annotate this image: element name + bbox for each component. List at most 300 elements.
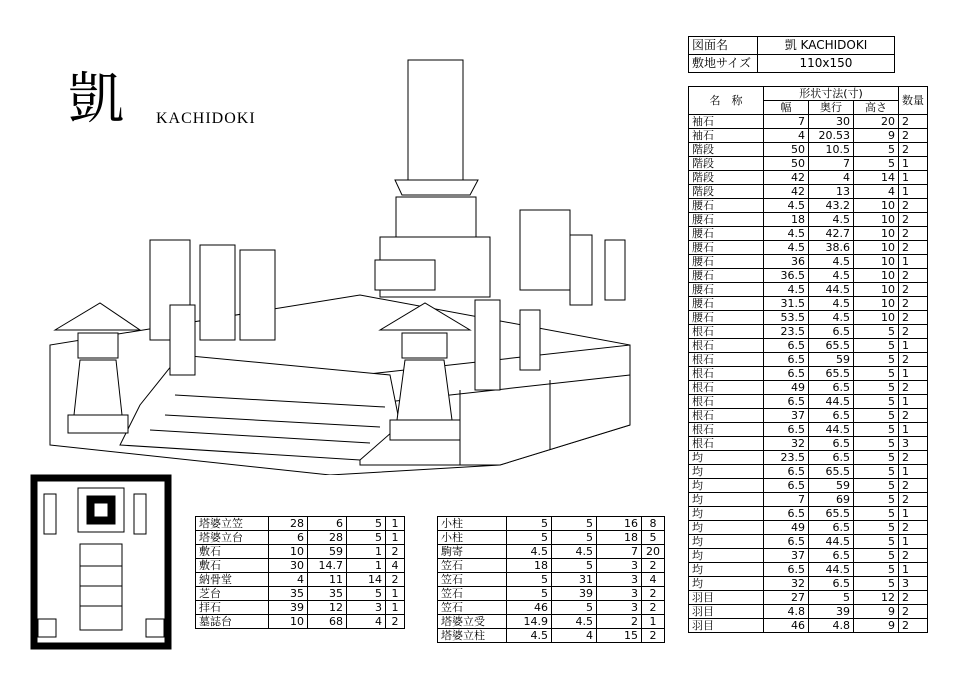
cell-depth: 6.5: [809, 577, 854, 591]
cell-qty: 2: [899, 115, 928, 129]
cell-qty: 2: [899, 549, 928, 563]
cell-depth: 4: [552, 629, 597, 643]
cell-width: 49: [764, 521, 809, 535]
cell-name: 駒寄: [438, 545, 507, 559]
cell-qty: 1: [899, 423, 928, 437]
table-row: [689, 437, 928, 451]
cell-height: 5: [854, 353, 899, 367]
header-width: 幅: [764, 101, 809, 115]
cell-qty: 2: [899, 409, 928, 423]
cell-depth: 6.5: [809, 381, 854, 395]
table-row: [689, 451, 928, 465]
cell-depth: 4.5: [809, 311, 854, 325]
cell-qty: 1: [386, 601, 405, 615]
cell-qty: 2: [642, 587, 665, 601]
table-row: [196, 615, 405, 629]
cell-width: 4.5: [764, 227, 809, 241]
cell-depth: 4.5: [552, 545, 597, 559]
table-row: [689, 185, 928, 199]
cell-depth: 38.6: [809, 241, 854, 255]
cell-depth: 6.5: [809, 409, 854, 423]
cell-depth: 5: [552, 531, 597, 545]
cell-height: 1: [347, 545, 386, 559]
cell-name: 根石: [689, 409, 764, 423]
cell-qty: 1: [386, 531, 405, 545]
grave-isometric-drawing: [30, 45, 650, 475]
table-row: [438, 531, 665, 545]
cell-height: 4: [347, 615, 386, 629]
cell-depth: 31: [552, 573, 597, 587]
header-height: 高さ: [854, 101, 899, 115]
cell-height: 5: [854, 493, 899, 507]
cell-height: 12: [854, 591, 899, 605]
cell-name: 階段: [689, 157, 764, 171]
cell-width: 7: [764, 115, 809, 129]
cell-depth: 68: [308, 615, 347, 629]
cell-height: 5: [854, 325, 899, 339]
cell-name: 階段: [689, 185, 764, 199]
cell-name: 根石: [689, 437, 764, 451]
cell-depth: 6.5: [809, 521, 854, 535]
table-row: [689, 493, 928, 507]
cell-width: 6.5: [764, 339, 809, 353]
table-row: [689, 129, 928, 143]
cell-width: 36: [764, 255, 809, 269]
cell-width: 6.5: [764, 563, 809, 577]
cell-qty: 2: [899, 325, 928, 339]
cell-width: 6.5: [764, 395, 809, 409]
cell-name: 根石: [689, 423, 764, 437]
cell-height: 2: [597, 615, 642, 629]
table-row: [689, 325, 928, 339]
cell-width: 42: [764, 185, 809, 199]
cell-depth: 65.5: [809, 367, 854, 381]
table-row: [438, 559, 665, 573]
cell-qty: 2: [899, 143, 928, 157]
cell-width: 10: [269, 545, 308, 559]
cell-qty: 4: [642, 573, 665, 587]
cell-name: 笠石: [438, 559, 507, 573]
cell-width: 5: [507, 587, 552, 601]
grave-plan-view: [30, 474, 172, 650]
table-row: [196, 517, 405, 531]
cell-height: 20: [854, 115, 899, 129]
cell-name: 均: [689, 535, 764, 549]
dimension-table-a: [195, 516, 405, 629]
cell-qty: 2: [642, 629, 665, 643]
cell-width: 4.5: [764, 283, 809, 297]
table-row: [689, 171, 928, 185]
cell-width: 7: [764, 493, 809, 507]
cell-depth: 4.5: [809, 213, 854, 227]
cell-height: 5: [854, 143, 899, 157]
title-kanji: 凱: [68, 67, 124, 132]
table-row: [196, 559, 405, 573]
cell-width: 23.5: [764, 325, 809, 339]
table-row: [196, 587, 405, 601]
cell-qty: 2: [899, 619, 928, 633]
cell-width: 42: [764, 171, 809, 185]
cell-name: 腰石: [689, 199, 764, 213]
cell-name: 均: [689, 577, 764, 591]
cell-height: 3: [597, 573, 642, 587]
cell-width: 6.5: [764, 535, 809, 549]
cell-height: 10: [854, 213, 899, 227]
cell-qty: 2: [899, 311, 928, 325]
table-row: [689, 143, 928, 157]
cell-qty: 1: [642, 615, 665, 629]
cell-height: 5: [854, 423, 899, 437]
cell-depth: 59: [809, 353, 854, 367]
cell-name: 小柱: [438, 531, 507, 545]
cell-width: 35: [269, 587, 308, 601]
table-b-body: [438, 517, 665, 643]
cell-name: 均: [689, 563, 764, 577]
cell-depth: 35: [308, 587, 347, 601]
table-row: [689, 465, 928, 479]
cell-width: 6.5: [764, 479, 809, 493]
cell-depth: 14.7: [308, 559, 347, 573]
cell-width: 4.5: [764, 199, 809, 213]
table-row: [689, 395, 928, 409]
cell-qty: 4: [386, 559, 405, 573]
cell-width: 4: [269, 573, 308, 587]
cell-name: 芝台: [196, 587, 269, 601]
table-row: [689, 353, 928, 367]
cell-qty: 20: [642, 545, 665, 559]
table-a-body: [196, 517, 405, 629]
cell-width: 4.8: [764, 605, 809, 619]
cell-name: 階段: [689, 143, 764, 157]
cell-name: 腰石: [689, 311, 764, 325]
tombstone-mid: [396, 197, 476, 237]
table-row: [689, 521, 928, 535]
cell-name: 拝石: [196, 601, 269, 615]
cell-height: 9: [854, 605, 899, 619]
cell-depth: 7: [809, 157, 854, 171]
cell-name: 腰石: [689, 241, 764, 255]
table-row: [689, 339, 928, 353]
cell-qty: 2: [899, 493, 928, 507]
cell-depth: 20.53: [809, 129, 854, 143]
cell-width: 28: [269, 517, 308, 531]
cell-name: 笠石: [438, 573, 507, 587]
table-row: [438, 601, 665, 615]
cell-name: 羽目: [689, 591, 764, 605]
cell-width: 10: [269, 615, 308, 629]
cell-name: 腰石: [689, 297, 764, 311]
cell-depth: 65.5: [809, 507, 854, 521]
cell-height: 5: [854, 367, 899, 381]
cell-depth: 69: [809, 493, 854, 507]
cell-name: 塔婆立台: [196, 531, 269, 545]
cell-depth: 5: [552, 559, 597, 573]
cell-qty: 2: [899, 129, 928, 143]
cell-height: 5: [347, 517, 386, 531]
cell-qty: 2: [899, 479, 928, 493]
table-row: [689, 115, 928, 129]
cell-width: 5: [507, 531, 552, 545]
cell-height: 9: [854, 129, 899, 143]
cell-width: 23.5: [764, 451, 809, 465]
cell-name: 均: [689, 549, 764, 563]
cell-depth: 44.5: [809, 535, 854, 549]
cell-width: 6: [269, 531, 308, 545]
cell-name: 均: [689, 507, 764, 521]
cell-qty: 1: [899, 185, 928, 199]
cell-qty: 2: [386, 573, 405, 587]
cell-width: 46: [507, 601, 552, 615]
cell-width: 4.5: [764, 241, 809, 255]
cell-width: 4: [764, 129, 809, 143]
dimension-table-main: [688, 86, 928, 633]
table-row: [689, 577, 928, 591]
cell-width: 6.5: [764, 465, 809, 479]
cell-qty: 1: [899, 465, 928, 479]
cell-qty: 2: [899, 283, 928, 297]
cell-qty: 8: [642, 517, 665, 531]
cell-depth: 65.5: [809, 465, 854, 479]
cell-depth: 6.5: [809, 549, 854, 563]
cell-qty: 1: [386, 587, 405, 601]
table-row: [689, 591, 928, 605]
cell-depth: 43.2: [809, 199, 854, 213]
cell-depth: 44.5: [809, 563, 854, 577]
cell-height: 10: [854, 241, 899, 255]
cell-height: 5: [854, 381, 899, 395]
table-row: [689, 255, 928, 269]
cell-depth: 39: [809, 605, 854, 619]
cell-height: 3: [597, 601, 642, 615]
cell-qty: 2: [642, 559, 665, 573]
table-row: [196, 531, 405, 545]
cell-height: 5: [854, 521, 899, 535]
cell-width: 50: [764, 143, 809, 157]
table-row: [689, 381, 928, 395]
cell-name: 根石: [689, 381, 764, 395]
cell-name: 羽目: [689, 605, 764, 619]
cell-depth: 4.5: [809, 269, 854, 283]
table-row: [689, 619, 928, 633]
cell-width: 30: [269, 559, 308, 573]
table-row: [438, 573, 665, 587]
back-slab-2: [200, 245, 235, 340]
cell-width: 49: [764, 381, 809, 395]
cell-qty: 2: [642, 601, 665, 615]
cell-depth: 10.5: [809, 143, 854, 157]
cell-height: 3: [597, 559, 642, 573]
cell-height: 10: [854, 255, 899, 269]
cell-height: 5: [854, 563, 899, 577]
side-cabinet: [520, 210, 570, 290]
cell-height: 5: [854, 549, 899, 563]
cell-height: 10: [854, 269, 899, 283]
cell-name: 均: [689, 479, 764, 493]
cell-qty: 2: [899, 451, 928, 465]
cell-height: 10: [854, 283, 899, 297]
cell-depth: 44.5: [809, 423, 854, 437]
cell-name: 均: [689, 493, 764, 507]
cell-depth: 12: [308, 601, 347, 615]
cell-height: 5: [854, 409, 899, 423]
cell-depth: 5: [552, 517, 597, 531]
cell-depth: 65.5: [809, 339, 854, 353]
cell-width: 4.5: [507, 629, 552, 643]
cell-qty: 2: [386, 545, 405, 559]
cell-width: 50: [764, 157, 809, 171]
cell-depth: 11: [308, 573, 347, 587]
table-row: [689, 241, 928, 255]
cell-width: 27: [764, 591, 809, 605]
cell-height: 10: [854, 199, 899, 213]
cell-qty: 5: [642, 531, 665, 545]
plan-stairs: [80, 544, 122, 630]
cell-name: 根石: [689, 395, 764, 409]
cell-height: 5: [854, 577, 899, 591]
table-row: [689, 409, 928, 423]
cell-name: 均: [689, 521, 764, 535]
cell-depth: 4: [809, 171, 854, 185]
cell-depth: 6.5: [809, 325, 854, 339]
cell-height: 4: [854, 185, 899, 199]
cell-name: 袖石: [689, 129, 764, 143]
cell-qty: 1: [386, 517, 405, 531]
cell-name: 小柱: [438, 517, 507, 531]
cell-name: 腰石: [689, 255, 764, 269]
cell-depth: 5: [552, 601, 597, 615]
table-row: [438, 517, 665, 531]
cell-qty: 1: [899, 255, 928, 269]
cell-width: 4.5: [507, 545, 552, 559]
cell-depth: 39: [552, 587, 597, 601]
cell-height: 7: [597, 545, 642, 559]
cell-name: 根石: [689, 325, 764, 339]
cell-qty: 3: [899, 577, 928, 591]
cell-depth: 44.5: [809, 283, 854, 297]
cell-width: 18: [507, 559, 552, 573]
header-depth: 奥行: [809, 101, 854, 115]
cell-height: 10: [854, 297, 899, 311]
table-row: [689, 423, 928, 437]
cell-depth: 30: [809, 115, 854, 129]
cell-qty: 2: [899, 241, 928, 255]
cell-height: 5: [347, 587, 386, 601]
cell-name: 笠石: [438, 601, 507, 615]
table-row: [689, 269, 928, 283]
cell-depth: 6.5: [809, 451, 854, 465]
cell-qty: 1: [899, 507, 928, 521]
cell-qty: 2: [899, 199, 928, 213]
cell-qty: 2: [899, 297, 928, 311]
cell-width: 18: [764, 213, 809, 227]
header-quantity: 数量: [899, 87, 928, 115]
cell-name: 袖石: [689, 115, 764, 129]
cell-height: 5: [854, 507, 899, 521]
table-row: [689, 157, 928, 171]
cell-name: 敷石: [196, 545, 269, 559]
table-row: [196, 573, 405, 587]
table-row: [689, 213, 928, 227]
cell-height: 5: [854, 437, 899, 451]
cell-depth: 4.8: [809, 619, 854, 633]
cell-height: 10: [854, 227, 899, 241]
cell-width: 6.5: [764, 353, 809, 367]
cell-height: 5: [854, 157, 899, 171]
header-shape-dimensions: 形状寸法(寸): [764, 87, 899, 101]
cell-depth: 4.5: [809, 255, 854, 269]
cell-qty: 2: [899, 605, 928, 619]
cell-name: 羽目: [689, 619, 764, 633]
cell-name: 塔婆立受: [438, 615, 507, 629]
drawing-info-table: [688, 36, 895, 73]
cell-name: 腰石: [689, 283, 764, 297]
cell-width: 6.5: [764, 367, 809, 381]
cell-name: 腰石: [689, 213, 764, 227]
table-row: [689, 297, 928, 311]
cell-name: 塔婆立柱: [438, 629, 507, 643]
cell-name: 笠石: [438, 587, 507, 601]
site-size-label: 敷地サイズ: [689, 55, 758, 73]
cell-height: 14: [854, 171, 899, 185]
cell-height: 3: [597, 587, 642, 601]
cell-name: 均: [689, 451, 764, 465]
table-row: [689, 605, 928, 619]
table-row: [689, 535, 928, 549]
table-row: [689, 199, 928, 213]
cell-height: 5: [854, 535, 899, 549]
tombstone-pillar: [408, 60, 463, 180]
cell-qty: 2: [899, 381, 928, 395]
back-slab-3: [240, 250, 275, 340]
cell-height: 14: [347, 573, 386, 587]
cell-depth: 5: [809, 591, 854, 605]
cell-qty: 1: [899, 535, 928, 549]
cell-depth: 4.5: [552, 615, 597, 629]
cell-name: 均: [689, 465, 764, 479]
header-name: 名 称: [689, 87, 764, 115]
title-latin: KACHIDOKI: [156, 110, 256, 127]
cell-qty: 3: [899, 437, 928, 451]
cell-height: 15: [597, 629, 642, 643]
cell-width: 32: [764, 577, 809, 591]
cell-name: 塔婆立笠: [196, 517, 269, 531]
cell-width: 32: [764, 437, 809, 451]
cell-depth: 28: [308, 531, 347, 545]
cell-depth: 6: [308, 517, 347, 531]
drawing-name-value: 凱 KACHIDOKI: [758, 37, 895, 55]
cell-name: 根石: [689, 367, 764, 381]
table-row: [689, 283, 928, 297]
cell-width: 6.5: [764, 507, 809, 521]
cell-width: 37: [764, 549, 809, 563]
cell-height: 16: [597, 517, 642, 531]
cell-qty: 2: [899, 213, 928, 227]
table-row: [196, 601, 405, 615]
cell-height: 5: [347, 531, 386, 545]
cell-height: 9: [854, 619, 899, 633]
cell-width: 5: [507, 573, 552, 587]
cell-height: 5: [854, 451, 899, 465]
table-row: [196, 545, 405, 559]
cell-qty: 2: [899, 227, 928, 241]
incense-stand: [375, 260, 435, 290]
table-row: [438, 629, 665, 643]
cell-qty: 2: [899, 269, 928, 283]
cell-name: 墓誌台: [196, 615, 269, 629]
drawing-name-label: 図面名: [689, 37, 758, 55]
cell-width: 6.5: [764, 423, 809, 437]
cell-width: 46: [764, 619, 809, 633]
